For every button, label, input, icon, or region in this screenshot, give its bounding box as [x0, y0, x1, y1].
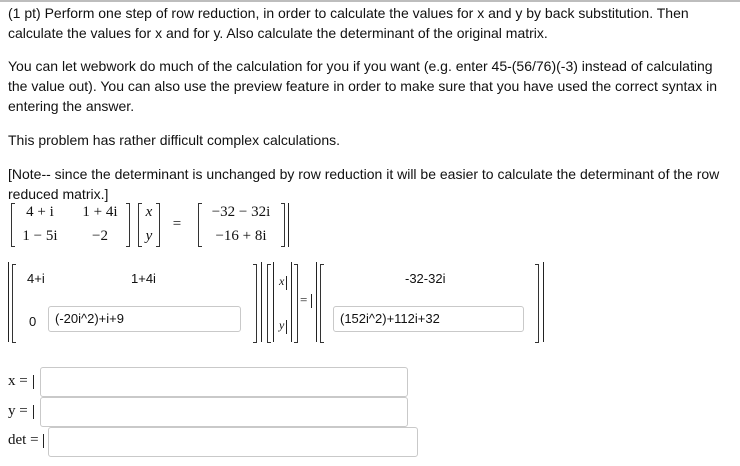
difficulty-note: This problem has rather difficult complex calculations. [8, 132, 341, 148]
reduced-r21: 0 [29, 314, 37, 329]
coef-a11: 4 + i [26, 204, 54, 220]
reduced-var-x-cursor [286, 276, 287, 290]
equals-sign: = [172, 216, 182, 232]
var-y: y [145, 228, 153, 244]
det-answer-label: det = [8, 432, 39, 448]
det-label-cursor [43, 434, 44, 448]
reduced-bracket-right [253, 264, 257, 343]
coef-a12: 1 + 4i [82, 204, 118, 220]
reduced-bracket-left [12, 264, 16, 343]
reduced-bracket-right-outer [261, 262, 262, 342]
var-x: x [145, 204, 153, 220]
reduced-var-bar-right [291, 262, 292, 342]
y-answer-input[interactable] [40, 397, 408, 427]
var-right-bracket [156, 203, 160, 247]
reduced-const-bracket-right [535, 264, 539, 343]
reduced-bracket-left-outer [8, 262, 9, 342]
reduced-const-bar-right [543, 262, 544, 342]
y-answer-label: y = [8, 403, 28, 419]
reduced-var-x: x [279, 274, 285, 288]
problem-statement: (1 pt) Perform one step of row reduction, in order to calculate the values for x and y by back substitution. Then calculate the values for x and for y. Also calculate the determinant of the original matrix. [8, 5, 689, 41]
reduced-var-y-cursor [286, 320, 287, 334]
reduced-const-b1: -32-32i [405, 271, 446, 286]
reduced-r11: 4+i [27, 271, 45, 286]
reduced-var-bracket-left [267, 264, 271, 343]
matrix-left-bracket [11, 203, 15, 247]
reduced-equals-cursor [311, 294, 312, 308]
reduced-r22-input[interactable]: (-20i^2)+i+9 [48, 306, 241, 332]
x-answer-label: x = [8, 373, 28, 389]
y-label-cursor [33, 405, 34, 419]
reduced-var-y: y [279, 318, 285, 332]
det-answer-input[interactable] [48, 427, 418, 457]
const-b2: −16 + 8i [215, 228, 267, 244]
webwork-hint: You can let webwork do much of the calculation for you if you want (e.g. enter 45-(56/76)(-3) instead of calculating the value out). You can also use the preview feature in order to make sure that you have used the correct syntax in entering the answer. [8, 58, 717, 114]
const-bar [288, 203, 289, 247]
reduced-b2-input[interactable]: (152i^2)+112i+32 [333, 306, 524, 332]
x-label-cursor [33, 375, 34, 389]
top-border [0, 0, 740, 2]
const-b1: −32 − 32i [211, 204, 271, 220]
reduced-equals: = [300, 292, 308, 307]
reduced-var-bar-left [273, 262, 274, 342]
reduced-r12: 1+4i [131, 271, 156, 286]
reduced-const-bracket-left [320, 264, 324, 343]
coef-a22: −2 [92, 228, 108, 244]
reduced-const-bar-left [316, 262, 317, 342]
determinant-note: [Note-- since the determinant is unchanged by row reduction it will be easier to calculate the determinant of the row reduced matrix.] [8, 166, 720, 202]
reduced-var-bracket-right [294, 264, 298, 343]
x-answer-input[interactable] [40, 367, 408, 397]
coef-a21: 1 − 5i [22, 228, 58, 244]
